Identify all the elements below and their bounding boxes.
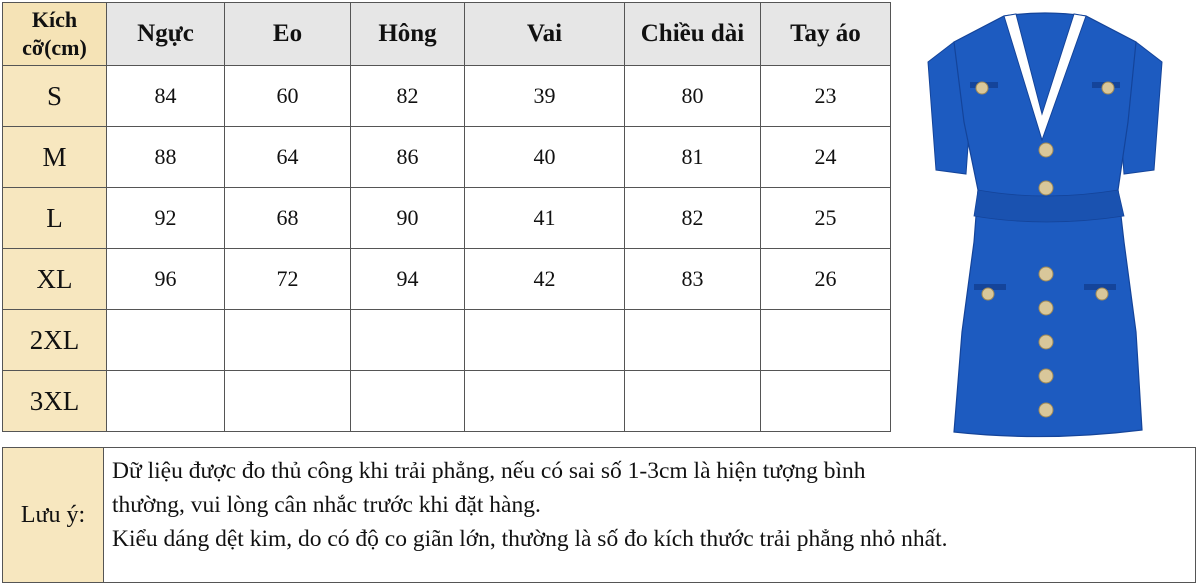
table-row bbox=[3, 127, 891, 188]
button-icon bbox=[1102, 82, 1114, 94]
product-image bbox=[892, 2, 1198, 446]
length-value: 82 bbox=[625, 188, 761, 249]
button-icon bbox=[1039, 143, 1053, 157]
note-line: Dữ liệu được đo thủ công khi trải phẳng, nếu có sai số 1-3cm là hiện tượng bình bbox=[112, 458, 866, 484]
sleeve-value: 23 bbox=[761, 66, 891, 127]
chest-value: 96 bbox=[107, 249, 225, 310]
table-header-row bbox=[3, 3, 891, 66]
hip-value bbox=[351, 310, 465, 371]
note-line: Kiểu dáng dệt kim, do có độ co giãn lớn, thường là số đo kích thước trải phẳng nhỏ nhất. bbox=[112, 526, 948, 552]
length-value: 83 bbox=[625, 249, 761, 310]
button-icon bbox=[976, 82, 988, 94]
waist-value: 60 bbox=[225, 66, 351, 127]
sleeve-value: 25 bbox=[761, 188, 891, 249]
shoulder-value: 39 bbox=[465, 66, 625, 127]
table-row bbox=[3, 310, 891, 371]
waist-value: 72 bbox=[225, 249, 351, 310]
waist-value: 68 bbox=[225, 188, 351, 249]
button-icon bbox=[1039, 403, 1053, 417]
button-icon bbox=[1039, 267, 1053, 281]
header-sleeve: Tay áo bbox=[761, 3, 891, 66]
shoulder-value bbox=[465, 371, 625, 432]
table-row bbox=[3, 188, 891, 249]
size-label: S bbox=[3, 66, 107, 127]
chest-value bbox=[107, 371, 225, 432]
note-label: Lưu ý: bbox=[3, 448, 104, 582]
sleeve-value: 26 bbox=[761, 249, 891, 310]
header-hip: Hông bbox=[351, 3, 465, 66]
button-icon bbox=[1039, 301, 1053, 315]
hip-value: 86 bbox=[351, 127, 465, 188]
hip-value: 94 bbox=[351, 249, 465, 310]
sleeve-value bbox=[761, 371, 891, 432]
shoulder-value: 41 bbox=[465, 188, 625, 249]
sleeve-value: 24 bbox=[761, 127, 891, 188]
table-row bbox=[3, 66, 891, 127]
size-label: 2XL bbox=[3, 310, 107, 371]
sleeve-value bbox=[761, 310, 891, 371]
size-label: M bbox=[3, 127, 107, 188]
table-row bbox=[3, 249, 891, 310]
size-label: L bbox=[3, 188, 107, 249]
button-icon bbox=[1096, 288, 1108, 300]
dress-illustration bbox=[892, 2, 1198, 446]
waist-value: 64 bbox=[225, 127, 351, 188]
header-length: Chiều dài bbox=[625, 3, 761, 66]
chest-value bbox=[107, 310, 225, 371]
header-waist: Eo bbox=[225, 3, 351, 66]
button-icon bbox=[1039, 369, 1053, 383]
button-icon bbox=[1039, 181, 1053, 195]
hip-value bbox=[351, 371, 465, 432]
header-chest: Ngực bbox=[107, 3, 225, 66]
header-size bbox=[3, 3, 107, 66]
shoulder-value: 42 bbox=[465, 249, 625, 310]
note-text bbox=[104, 448, 1195, 582]
size-label: XL bbox=[3, 249, 107, 310]
length-value bbox=[625, 371, 761, 432]
note-section bbox=[2, 447, 1196, 583]
size-table bbox=[2, 2, 891, 432]
chest-value: 92 bbox=[107, 188, 225, 249]
button-icon bbox=[1039, 335, 1053, 349]
header-size-line2: cỡ(cm) bbox=[22, 35, 87, 60]
hip-value: 82 bbox=[351, 66, 465, 127]
header-shoulder: Vai bbox=[465, 3, 625, 66]
header-size-line1: Kích bbox=[31, 7, 78, 32]
chest-value: 88 bbox=[107, 127, 225, 188]
shoulder-value: 40 bbox=[465, 127, 625, 188]
hip-value: 90 bbox=[351, 188, 465, 249]
shoulder-value bbox=[465, 310, 625, 371]
note-line: thường, vui lòng cân nhắc trước khi đặt hàng. bbox=[112, 492, 541, 518]
waist-value bbox=[225, 310, 351, 371]
table-row bbox=[3, 371, 891, 432]
length-value: 81 bbox=[625, 127, 761, 188]
waist-value bbox=[225, 371, 351, 432]
size-label: 3XL bbox=[3, 371, 107, 432]
length-value bbox=[625, 310, 761, 371]
length-value: 80 bbox=[625, 66, 761, 127]
button-icon bbox=[982, 288, 994, 300]
chest-value: 84 bbox=[107, 66, 225, 127]
